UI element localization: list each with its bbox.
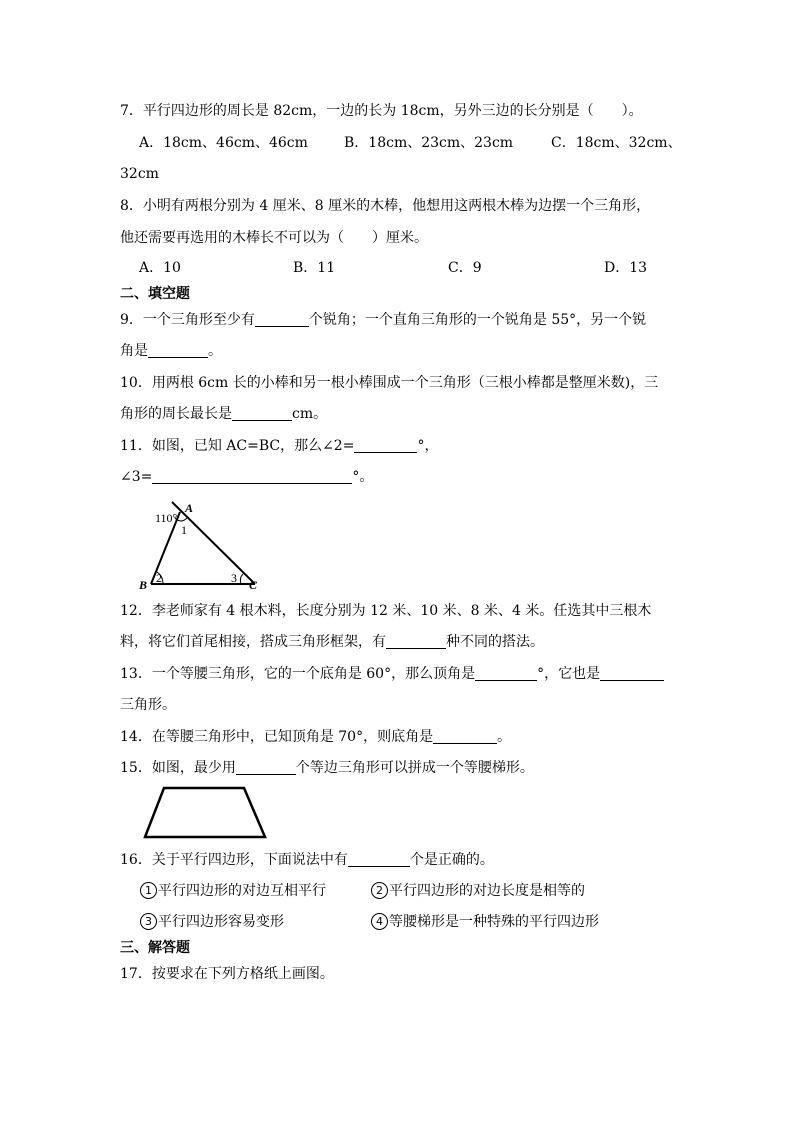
vertex-b-label: B <box>139 578 148 592</box>
answer-blank[interactable] <box>354 438 417 453</box>
answer-blank[interactable] <box>152 469 352 484</box>
answer-blank[interactable] <box>433 729 497 744</box>
angle-110-label: 110° <box>155 511 178 525</box>
q7-option-b: B．18cm、23cm、23cm <box>344 135 514 151</box>
q10-text-a: 角形的周长最长是 <box>120 406 232 422</box>
angle-1-label: 1 <box>181 523 187 537</box>
q11-text-b: °， <box>417 438 439 454</box>
q7-option-c-continued: 32cm <box>120 166 159 182</box>
answer-blank[interactable] <box>386 634 446 649</box>
q11-text-a: 11．如图，已知 AC=BC，那么∠2= <box>120 438 355 454</box>
question-9-line1 <box>120 310 646 330</box>
question-15 <box>120 758 534 778</box>
q15-text-b: 个等边三角形可以拼成一个等腰梯形。 <box>295 760 534 776</box>
answer-blank[interactable] <box>348 852 410 867</box>
q16-statement-2 <box>371 881 585 901</box>
answer-blank[interactable] <box>475 666 537 681</box>
q12-text-b: 种不同的搭法。 <box>446 634 544 650</box>
q13-text-a: 13．一个等腰三角形，它的一个底角是 60°，那么顶角是 <box>120 666 476 682</box>
angle-2-label: 2 <box>156 571 162 585</box>
q16-text-a: 16．关于平行四边形，下面说法中有 <box>120 852 348 868</box>
question-11-line2 <box>120 467 373 487</box>
statement-text: 等腰梯形是一种特殊的平行四边形 <box>389 914 599 930</box>
question-12-line1: 12．李老师家有 4 根木料，长度分别为 12 米、10 米、8 米、4 米。任选其中三根木 <box>120 603 652 619</box>
question-13-line2: 三角形。 <box>120 697 176 713</box>
circled-number: 2 <box>371 882 388 899</box>
q7-option-c: C．18cm、32cm、 <box>551 135 682 151</box>
answer-blank[interactable] <box>255 312 309 327</box>
q14-text-a: 14．在等腰三角形中，已知顶角是 70°，则底角是 <box>120 729 434 745</box>
question-12-line2 <box>120 632 544 652</box>
vertex-a-label: A <box>185 501 194 515</box>
q12-text-a: 料，将它们首尾相接，搭成三角形框架，有 <box>120 634 386 650</box>
circled-number: 4 <box>371 913 388 930</box>
question-8-line2: 他还需要再选用的木棒长不可以为（ ）厘米。 <box>120 230 428 246</box>
answer-blank[interactable] <box>600 666 664 681</box>
q8-option-b: B．11 <box>293 260 336 276</box>
isosceles-trapezoid <box>145 788 265 837</box>
q16-text-b: 个是正确的。 <box>409 852 494 868</box>
q10-text-b: cm。 <box>292 406 328 422</box>
angle3-arc <box>240 574 243 584</box>
statement-text: 平行四边形的对边互相平行 <box>158 883 326 899</box>
question-11-line1 <box>120 436 438 456</box>
q16-statement-3 <box>140 912 284 932</box>
q13-text-b: °，它也是 <box>537 666 601 682</box>
answer-blank[interactable] <box>232 406 292 421</box>
circled-number: 3 <box>140 913 157 930</box>
question-10-line1: 10．用两根 6cm 长的小棒和另一根小棒围成一个三角形（三根小棒都是整厘米数)，三 <box>120 375 659 391</box>
answer-blank[interactable] <box>148 343 208 358</box>
q11-text-c: ∠3= <box>120 469 153 485</box>
question-16 <box>120 850 494 870</box>
q8-option-c: C．9 <box>448 260 482 276</box>
statement-text: 平行四边形容易变形 <box>158 914 284 930</box>
q8-option-d: D．13 <box>604 260 648 276</box>
statement-text: 平行四边形的对边长度是相等的 <box>389 883 585 899</box>
q15-text-a: 15．如图，最少用 <box>120 760 236 776</box>
q8-option-a: A．10 <box>139 260 181 276</box>
q9-text-b: 个锐角；一个直角三角形的一个锐角是 55°，另一个锐 <box>308 312 647 328</box>
triangle-figure <box>135 498 265 593</box>
section-heading-fill-blank: 二、填空题 <box>120 286 190 302</box>
question-13-line1 <box>120 664 664 684</box>
q11-text-d: °。 <box>352 469 374 485</box>
question-7: 7．平行四边形的周长是 82cm，一边的长为 18cm，另外三边的长分别是（ ）。 <box>120 103 643 119</box>
q14-text-b: 。 <box>497 729 512 745</box>
q9-text-a: 9．一个三角形至少有 <box>120 312 255 328</box>
angle-3-label: 3 <box>231 571 237 585</box>
vertex-c-label: C <box>249 578 258 592</box>
question-8-line1: 8．小明有两根分别为 4 厘米、8 厘米的木棒，他想用这两根木棒为边摆一个三角形， <box>120 198 651 214</box>
question-9-line2 <box>120 341 222 361</box>
section-heading-solve: 三、解答题 <box>120 940 190 956</box>
q9-text-c: 角是 <box>120 343 148 359</box>
question-17: 17．按要求在下列方格纸上画图。 <box>120 966 334 982</box>
circled-number: 1 <box>140 882 157 899</box>
question-10-line2 <box>120 404 327 424</box>
q16-statement-4 <box>371 912 599 932</box>
trapezoid-figure <box>140 784 270 842</box>
q9-text-d: 。 <box>208 343 222 359</box>
answer-blank[interactable] <box>236 760 296 775</box>
q7-option-a: A．18cm、46cm、46cm <box>139 135 308 151</box>
question-14 <box>120 727 511 747</box>
q16-statement-1 <box>140 881 326 901</box>
